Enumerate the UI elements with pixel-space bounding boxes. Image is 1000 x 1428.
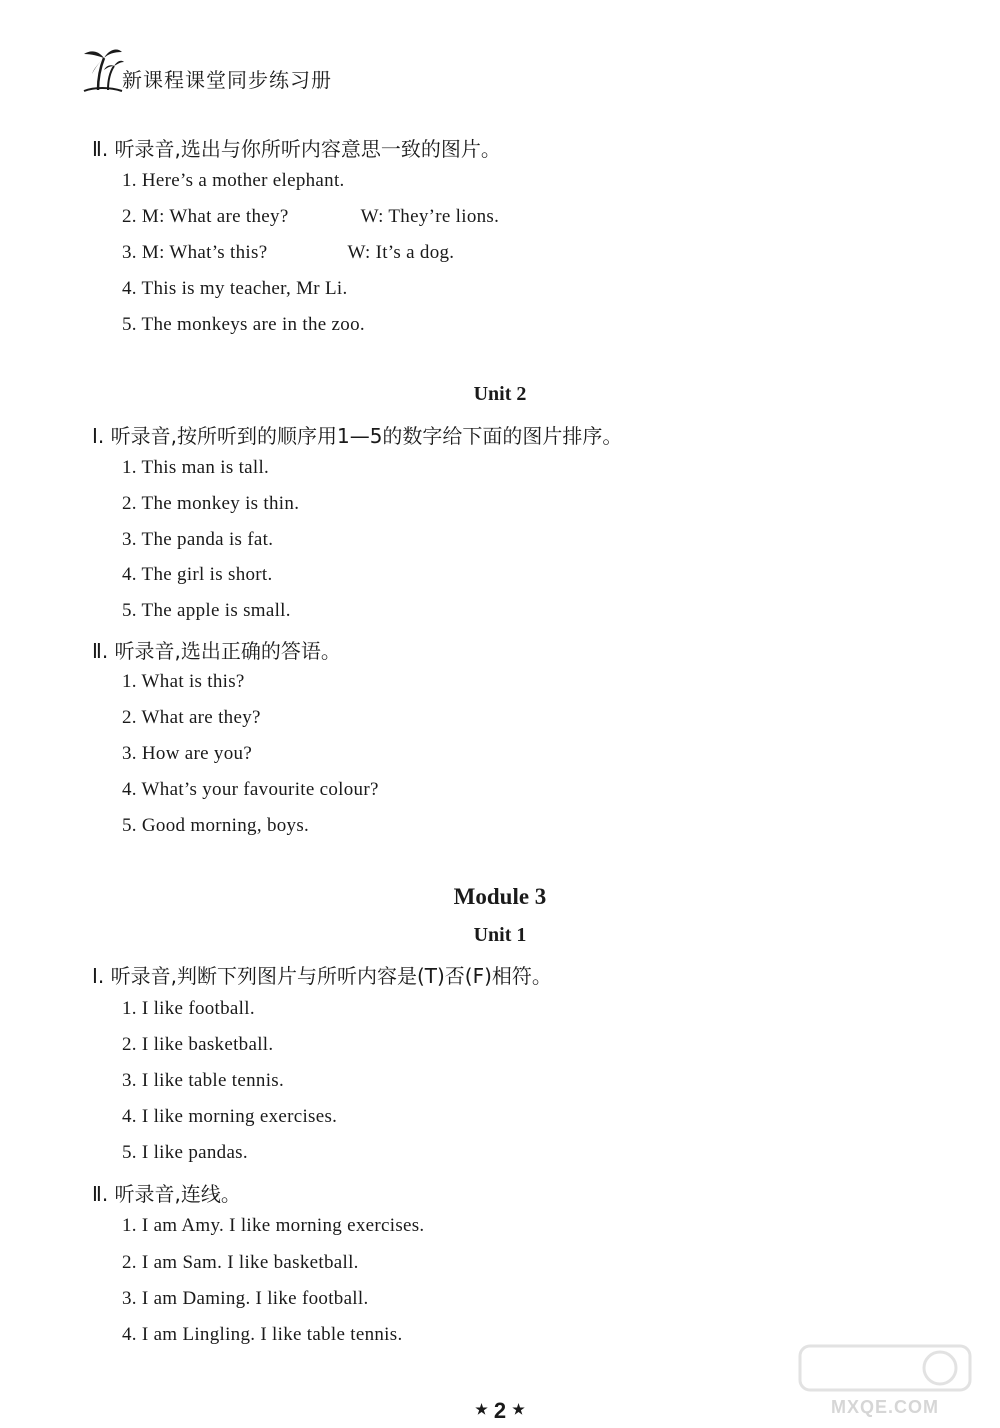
list-item: 2. I like basketball. [122, 1034, 274, 1055]
palm-tree-logo-icon [78, 44, 124, 92]
list-item: 2. M: What are they? W: They’re lions. [122, 206, 500, 227]
list-item: 4. I am Lingling. I like table tennis. [122, 1324, 403, 1345]
list-item: 2. The monkey is thin. [122, 493, 300, 514]
section-heading: Ⅱ. 听录音,选出与你所听内容意思一致的图片。 [92, 137, 501, 161]
list-item: 1. This man is tall. [122, 457, 270, 478]
section-heading: Ⅰ. 听录音,按所听到的顺序用1—5的数字给下面的图片排序。 [92, 424, 623, 448]
unit-title: Unit 1 [473, 924, 527, 946]
list-item: 5. The monkeys are in the zoo. [122, 314, 365, 335]
list-item: 5. The apple is small. [122, 600, 291, 621]
page-number: ★ 2 ★ [475, 1398, 525, 1423]
answer-text: W: It’s a dog. [347, 242, 455, 263]
watermark-badge-icon [790, 1340, 980, 1396]
list-item: 2. I am Sam. I like basketball. [122, 1252, 359, 1273]
module-title: Module 3 [453, 884, 547, 909]
list-item: 2. What are they? [122, 707, 261, 728]
list-item: 1. Here’s a mother elephant. [122, 170, 345, 191]
list-item: 3. How are you? [122, 743, 253, 764]
star-icon: ★ [475, 1401, 488, 1417]
unit-title: Unit 2 [473, 383, 527, 405]
list-item: 4. What’s your favourite colour? [122, 779, 379, 800]
watermark-logo [790, 1340, 980, 1418]
list-item: 3. The panda is fat. [122, 529, 274, 550]
section-heading: Ⅱ. 听录音,连线。 [92, 1182, 241, 1206]
star-icon: ★ [512, 1401, 525, 1417]
list-item: 5. I like pandas. [122, 1142, 248, 1163]
list-item: 4. This is my teacher, Mr Li. [122, 278, 348, 299]
list-item: 4. The girl is short. [122, 564, 273, 585]
list-item: 1. What is this? [122, 671, 245, 692]
list-item: 4. I like morning exercises. [122, 1106, 338, 1127]
list-item: 1. I am Amy. I like morning exercises. [122, 1215, 425, 1236]
list-item: 5. Good morning, boys. [122, 815, 310, 836]
section-heading: Ⅱ. 听录音,选出正确的答语。 [92, 639, 341, 663]
answer-text: W: They’re lions. [360, 206, 500, 227]
section-heading: Ⅰ. 听录音,判断下列图片与所听内容是(T)否(F)相符。 [92, 964, 552, 988]
list-item: 3. I am Daming. I like football. [122, 1288, 369, 1309]
list-item: 3. I like table tennis. [122, 1070, 285, 1091]
list-item: 1. I like football. [122, 998, 255, 1019]
book-series-title: 新课程课堂同步练习册 [122, 68, 332, 92]
list-item: 3. M: What’s this? W: It’s a dog. [122, 242, 455, 263]
watermark-text: MXQE.COM [830, 1397, 939, 1417]
